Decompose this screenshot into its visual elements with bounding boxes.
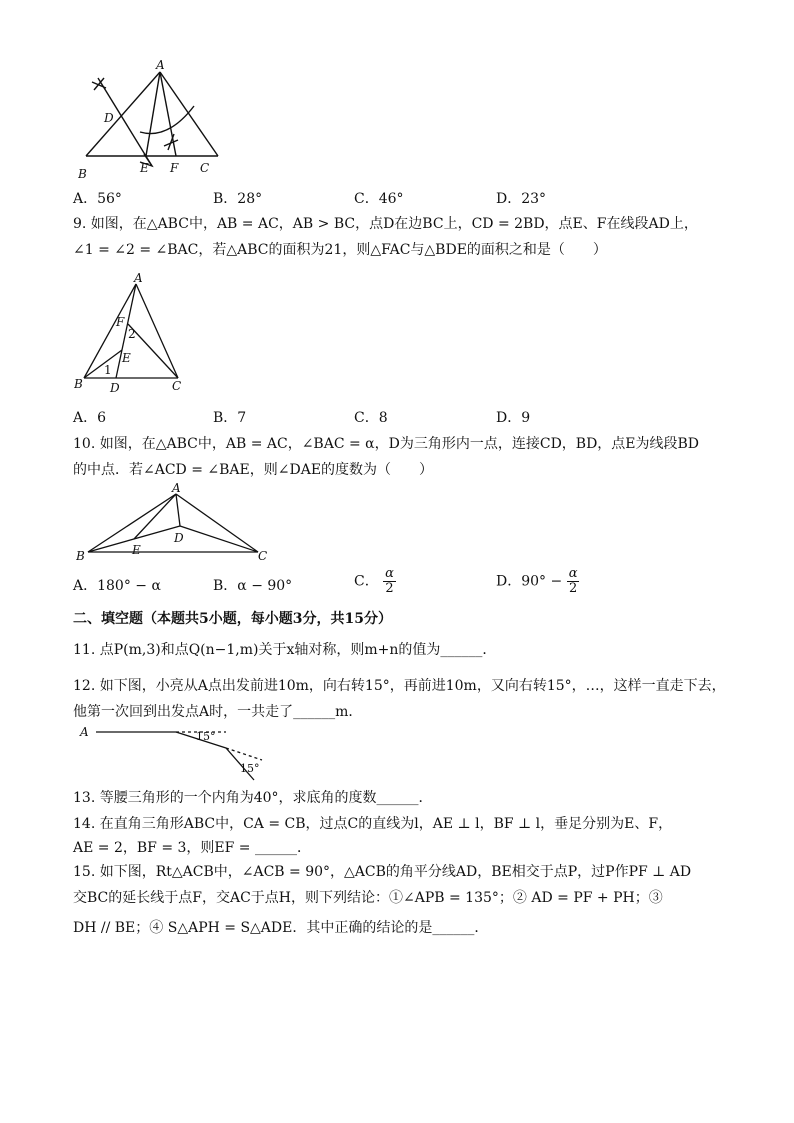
q8-option-a[interactable]: A．56° — [73, 191, 122, 207]
q8-option-d[interactable]: D．23° — [496, 191, 547, 207]
q10-label-d: D — [174, 531, 184, 545]
q10-option-a[interactable]: A．180° − α — [73, 578, 161, 594]
q9-label-c: C — [172, 379, 182, 393]
q9-option-a[interactable]: A．6 — [73, 410, 107, 426]
q8-option-c[interactable]: C．46° — [354, 191, 404, 207]
q10-option-c-prefix: C． — [354, 573, 379, 590]
q12-angle1: 15° — [196, 730, 216, 743]
q10-option-c-fraction — [383, 567, 396, 596]
q10-option-d[interactable] — [496, 567, 579, 596]
q10-option-c-numerator: α — [385, 566, 394, 581]
q9-label-d: D — [110, 381, 120, 395]
q11-stem: 11. 点P(m,3)和点Q(n−1,m)关于x轴对称，则m+n的值为______． — [73, 642, 497, 658]
q9-label-f: F — [116, 315, 125, 329]
q8-label-c: C — [200, 161, 210, 175]
q12-angle2: 15° — [240, 762, 260, 775]
q8-label-d: D — [104, 111, 114, 125]
q12-stem-line2: 他第一次回到出发点A时，一共走了______m． — [73, 704, 363, 720]
q10-option-b[interactable]: B．α − 90° — [213, 578, 293, 594]
q13-stem: 13. 等腰三角形的一个内角为40°，求底角的度数______． — [73, 790, 433, 806]
q12-label-a: A — [80, 725, 89, 739]
q9-figure — [74, 270, 194, 398]
q15-stem-line3: DH // BE；④ S△APH = S△ADE．其中正确的结论的是______． — [73, 920, 489, 936]
q10-label-a: A — [172, 482, 181, 495]
q9-option-d[interactable]: D．9 — [496, 410, 531, 426]
q8-label-f: F — [170, 161, 179, 175]
q9-label-e: E — [122, 351, 131, 365]
q12-stem-line1: 12. 如下图，小亮从A点出发前进10m，向右转15°，再前进10m，又向右转15°，…，这样一直走下去， — [73, 678, 726, 694]
q15-stem-line1: 15. 如下图，Rt△ACB中，∠ACB = 90°，△ACB的角平分线AD，BE相交于点P，过P作PF ⊥ AD — [73, 864, 692, 880]
q10-option-d-prefix: D．90° − — [496, 573, 563, 590]
q9-stem-line2: ∠1 = ∠2 = ∠BAC，若△ABC的面积为21，则△FAC与△BDE的面积之和是（ ） — [73, 242, 607, 258]
q10-stem-line2: 的中点．若∠ACD = ∠BAE，则∠DAE的度数为（ ） — [73, 462, 434, 478]
q8-label-b: B — [78, 167, 87, 180]
q15-stem-line2: 交BC的延长线于点F，交AC于点H，则下列结论：①∠APB = 135°；② AD = PF + PH；③ — [73, 890, 663, 906]
q10-option-d-fraction — [567, 567, 580, 596]
q9-option-c[interactable]: C．8 — [354, 410, 388, 426]
q8-option-b[interactable]: B．28° — [213, 191, 263, 207]
q14-stem-line1: 14. 在直角三角形ABC中，CA = CB，过点C的直线为l，AE ⊥ l，BF ⊥ l，垂足分别为E、F， — [73, 816, 673, 832]
q14-stem-line2: AE = 2，BF = 3，则EF = ______． — [73, 840, 311, 856]
q10-label-e: E — [132, 543, 141, 557]
q9-label-a: A — [134, 271, 143, 285]
q10-label-c: C — [258, 549, 268, 562]
q8-label-a: A — [156, 58, 165, 72]
q9-option-b[interactable]: B．7 — [213, 410, 247, 426]
q9-label-b: B — [74, 377, 83, 391]
q10-label-b: B — [76, 549, 85, 562]
q10-option-d-numerator: α — [568, 566, 578, 581]
q9-stem-line1: 9. 如图，在△ABC中，AB = AC，AB > BC，点D在边BC上，CD = 2BD，点E、F在线段AD上， — [73, 216, 698, 232]
q8-label-e: E — [140, 161, 149, 175]
q9-label-2: 2 — [128, 327, 136, 341]
q12-figure — [76, 722, 276, 784]
q9-label-1: 1 — [104, 363, 112, 377]
q10-option-d-denominator: 2 — [568, 581, 578, 596]
section2-heading: 二、填空题（本题共5小题，每小题3分，共15分） — [73, 611, 392, 627]
q8-figure — [78, 58, 228, 180]
q10-stem-line1: 10. 如图，在△ABC中，AB = AC，∠BAC = α，D为三角形内一点，连接CD，BD，点E为线段BD — [73, 436, 700, 452]
q10-figure — [76, 482, 276, 562]
q10-option-c-denominator: 2 — [385, 581, 394, 596]
q10-option-c[interactable] — [354, 567, 396, 596]
